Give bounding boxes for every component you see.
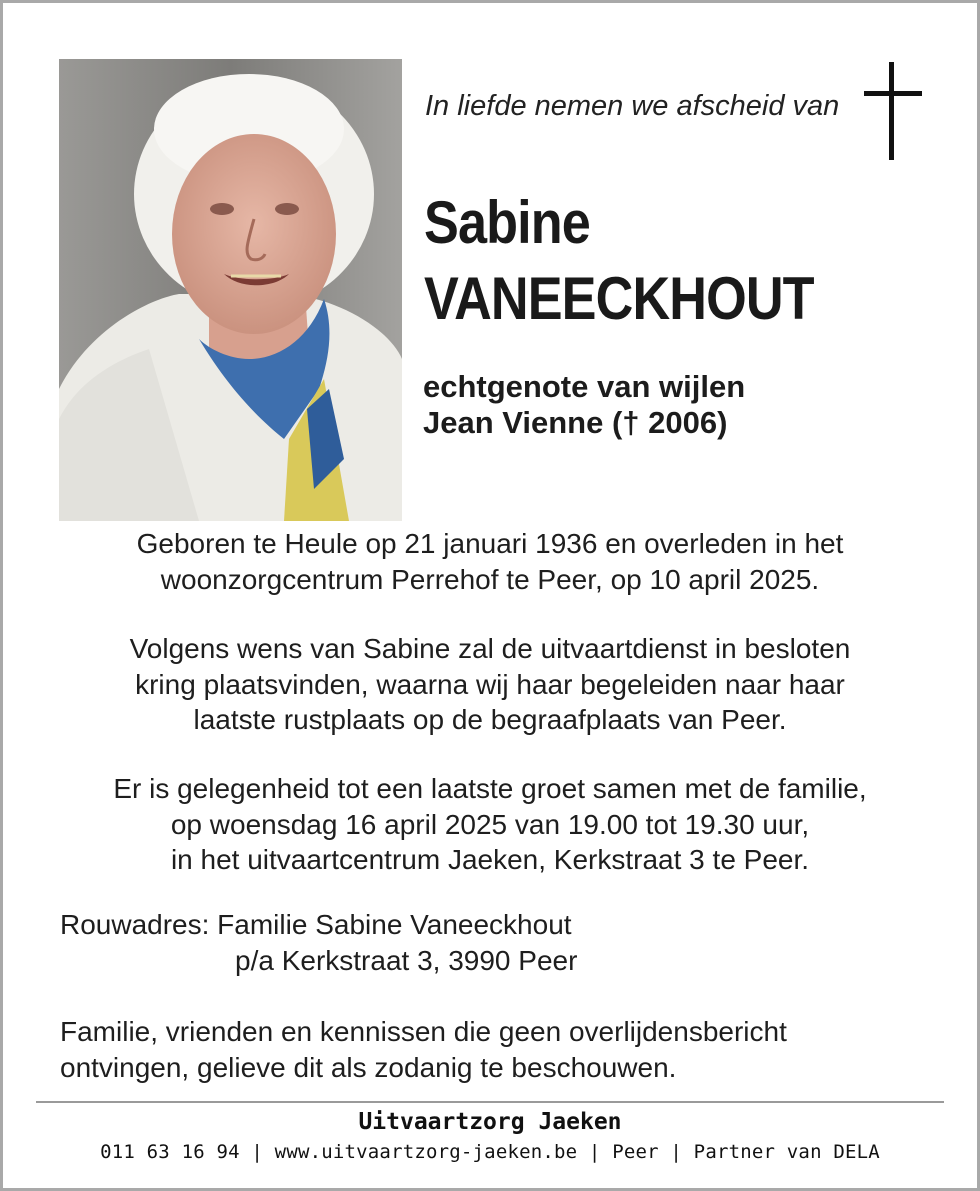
paragraph-line: laatste rustplaats op de begraafplaats van Peer. bbox=[193, 704, 787, 735]
paragraph-line: in het uitvaartcentrum Jaeken, Kerkstraat 3 te Peer. bbox=[170, 844, 810, 875]
funeral-paragraph bbox=[30, 631, 950, 738]
closing-note bbox=[60, 1014, 787, 1086]
paragraph-line: kring plaatsvinden, waarna wij haar begeleiden naar haar bbox=[135, 668, 845, 700]
note-line: Familie, vrienden en kennissen die geen overlijdensbericht bbox=[60, 1016, 787, 1047]
address-line-2: p/a Kerkstraat 3, 3990 Peer bbox=[235, 945, 578, 976]
spouse-info bbox=[423, 369, 745, 441]
intro-text: In liefde nemen we afscheid van bbox=[425, 90, 840, 122]
footer-divider bbox=[36, 1101, 944, 1103]
paragraph-line: Geboren te Heule op 21 januari 1936 en overleden in het bbox=[136, 528, 844, 559]
note-line: ontvingen, gelieve dit als zodanig te beschouwen. bbox=[60, 1052, 677, 1083]
paragraph-line: Er is gelegenheid tot een laatste groet samen met de familie, bbox=[113, 773, 867, 804]
paragraph-line: woonzorgcentrum Perrehof te Peer, op 10 april 2025. bbox=[160, 563, 820, 595]
farewell-paragraph bbox=[30, 771, 950, 878]
address-line-1: Rouwadres: Familie Sabine Vaneeckhout bbox=[60, 909, 572, 940]
funeral-company-contact: 011 63 16 94 | www.uitvaartzorg-jaeken.be | Peer | Partner van DELA bbox=[100, 1141, 880, 1163]
latin-cross-icon bbox=[864, 62, 922, 165]
spouse-line-2: Jean Vienne († 2006) bbox=[423, 405, 728, 440]
deceased-last-name: VANEECKHOUT bbox=[424, 265, 814, 332]
funeral-company-name: Uitvaartzorg Jaeken bbox=[358, 1109, 622, 1135]
paragraph-line: Volgens wens van Sabine zal de uitvaartdienst in besloten bbox=[129, 633, 851, 664]
spouse-line-1: echtgenote van wijlen bbox=[423, 369, 746, 404]
mourning-address bbox=[60, 907, 577, 979]
portrait-photo bbox=[59, 59, 402, 521]
deceased-first-name: Sabine bbox=[424, 189, 590, 256]
paragraph-line: op woensdag 16 april 2025 van 19.00 tot 19.30 uur, bbox=[170, 808, 810, 840]
birth-death-paragraph bbox=[30, 526, 950, 597]
